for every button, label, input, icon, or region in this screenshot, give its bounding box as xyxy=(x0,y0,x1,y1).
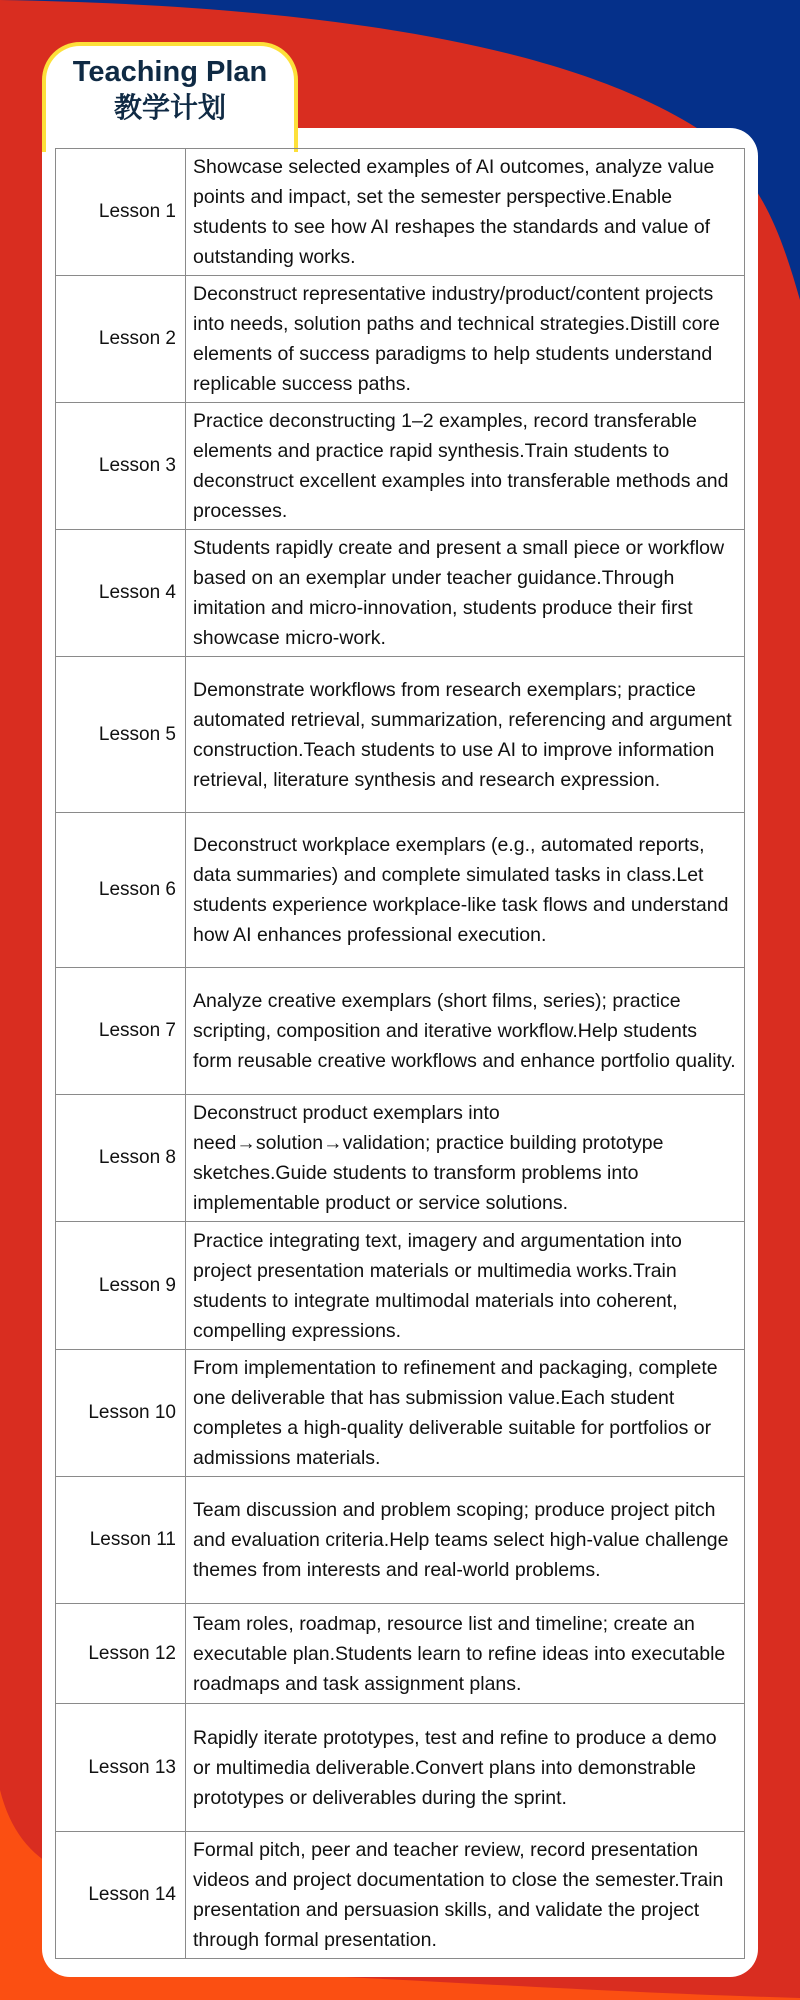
lesson-description: Showcase selected examples of AI outcomes, analyze value points and impact, set the semester perspective.Enable students to see how AI reshapes the standards and value of outstanding works. xyxy=(186,149,745,276)
lesson-label: Lesson 14 xyxy=(56,1832,186,1959)
lesson-description: Practice integrating text, imagery and argumentation into project presentation materials or multimedia works.Train students to integrate multimodal materials into coherent, compelling expressions. xyxy=(186,1222,745,1350)
table-row xyxy=(56,530,745,657)
lesson-label: Lesson 3 xyxy=(56,403,186,530)
table-row xyxy=(56,657,745,813)
table-row xyxy=(56,968,745,1095)
lesson-description: Deconstruct representative industry/product/content projects into needs, solution paths and technical strategies.Distill core elements of success paradigms to help students understand replicable success paths. xyxy=(186,276,745,403)
table-row xyxy=(56,403,745,530)
lesson-description: Team roles, roadmap, resource list and timeline; create an executable plan.Students learn to refine ideas into executable roadmaps and task assignment plans. xyxy=(186,1604,745,1704)
table-row xyxy=(56,149,745,276)
page-subtitle: 教学计划 xyxy=(113,92,226,123)
lesson-label: Lesson 8 xyxy=(56,1095,186,1222)
lesson-description: Deconstruct product exemplars into need→solution→validation; practice building prototype sketches.Guide students to transform problems into implementable product or service solutions. xyxy=(186,1095,745,1222)
lesson-description: From implementation to refinement and packaging, complete one deliverable that has submission value.Each student completes a high-quality deliverable suitable for portfolios or admissions materials. xyxy=(186,1350,745,1477)
lesson-description: Formal pitch, peer and teacher review, record presentation videos and project documentation to close the semester.Train presentation and persuasion skills, and validate the project through formal presentation. xyxy=(186,1832,745,1959)
page-title: Teaching Plan xyxy=(72,56,268,88)
lesson-label: Lesson 11 xyxy=(56,1477,186,1604)
lesson-label: Lesson 13 xyxy=(56,1704,186,1832)
lesson-label: Lesson 6 xyxy=(56,813,186,968)
table-row xyxy=(56,1477,745,1604)
lesson-description: Deconstruct workplace exemplars (e.g., automated reports, data summaries) and complete simulated tasks in class.Let students experience workplace-like task flows and understand how AI enhances professional execution. xyxy=(186,813,745,968)
lesson-description: Students rapidly create and present a small piece or workflow based on an exemplar under teacher guidance.Through imitation and micro-innovation, students produce their first showcase micro-work. xyxy=(186,530,745,657)
table-row xyxy=(56,1704,745,1832)
lesson-label: Lesson 4 xyxy=(56,530,186,657)
lesson-description: Team discussion and problem scoping; produce project pitch and evaluation criteria.Help teams select high-value challenge themes from interests and real-world problems. xyxy=(186,1477,745,1604)
table-row xyxy=(56,276,745,403)
table-row xyxy=(56,1095,745,1222)
table-row xyxy=(56,1350,745,1477)
lesson-label: Lesson 10 xyxy=(56,1350,186,1477)
lesson-label: Lesson 1 xyxy=(56,149,186,276)
lesson-description: Analyze creative exemplars (short films, series); practice scripting, composition and iterative workflow.Help students form reusable creative workflows and enhance portfolio quality. xyxy=(186,968,745,1095)
table-row xyxy=(56,1604,745,1704)
lesson-label: Lesson 7 xyxy=(56,968,186,1095)
lesson-label: Lesson 2 xyxy=(56,276,186,403)
lesson-description: Practice deconstructing 1–2 examples, record transferable elements and practice rapid synthesis.Train students to deconstruct excellent examples into transferable methods and processes. xyxy=(186,403,745,530)
lesson-label: Lesson 5 xyxy=(56,657,186,813)
lesson-description: Rapidly iterate prototypes, test and refine to produce a demo or multimedia deliverable.Convert plans into demonstrable prototypes or deliverables during the sprint. xyxy=(186,1704,745,1832)
lesson-label: Lesson 12 xyxy=(56,1604,186,1704)
teaching-plan-table xyxy=(55,148,745,1959)
table-row xyxy=(56,1222,745,1350)
table-row xyxy=(56,813,745,968)
table-row xyxy=(56,1832,745,1959)
lesson-description: Demonstrate workflows from research exemplars; practice automated retrieval, summarization, referencing and argument construction.Teach students to use AI to improve information retrieval, literature synthesis and research expression. xyxy=(186,657,745,813)
lesson-label: Lesson 9 xyxy=(56,1222,186,1350)
